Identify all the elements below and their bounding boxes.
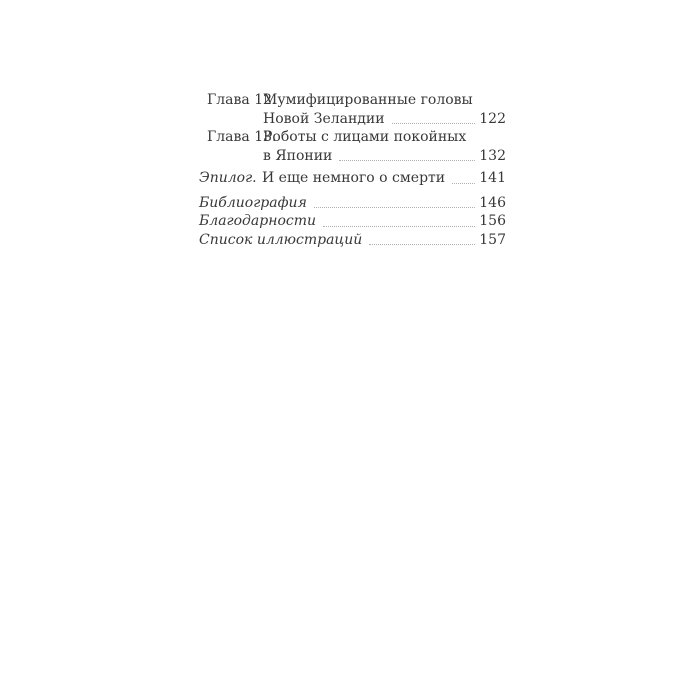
- chapter-12-title-line-2: Новой Зеландии: [263, 110, 385, 127]
- acknowledgements-page-number: 156: [479, 213, 506, 229]
- dot-leader: [392, 123, 476, 124]
- back-matter-section: [199, 194, 506, 250]
- toc-entry-epilogue: [199, 169, 506, 188]
- toc-entry-chapter-13-line-1: [199, 128, 506, 147]
- list-of-illustrations-page-number: 157: [479, 231, 506, 248]
- chapter-12-title-line-1: Мумифицированные головы: [263, 92, 473, 108]
- chapter-13-title-line-1: Роботы с лицами покойных: [263, 129, 467, 145]
- chapter-13-label: Глава 13.: [207, 129, 277, 145]
- toc-entry-bibliography: [199, 194, 506, 213]
- toc-entry-chapter-13-line-2: [199, 147, 506, 166]
- chapter-12-page-number: 122: [479, 110, 506, 127]
- dot-leader: [369, 244, 475, 245]
- chapter-13-title-line-2: в Японии: [263, 147, 333, 164]
- epilogue-title: И еще немного о смерти: [262, 170, 446, 186]
- toc-entry-chapter-12-line-2: [199, 110, 506, 129]
- list-of-illustrations-title: Список иллюстраций: [199, 231, 363, 248]
- dot-leader: [314, 207, 475, 208]
- acknowledgements-title: Благодарности: [199, 213, 317, 229]
- dot-leader: [339, 160, 475, 161]
- dot-leader: [323, 226, 475, 227]
- toc-entry-acknowledgements: [199, 212, 506, 231]
- toc-entry-list-of-illustrations: [199, 231, 506, 250]
- dot-leader: [452, 183, 475, 184]
- chapter-13-page-number: 132: [479, 147, 506, 164]
- bibliography-title: Библиография: [199, 194, 307, 211]
- epilogue-label: Эпилог.: [199, 170, 257, 186]
- epilogue-page-number: 141: [479, 170, 506, 186]
- bibliography-page-number: 146: [479, 194, 506, 211]
- table-of-contents: [199, 91, 506, 249]
- chapter-12-label: Глава 12.: [207, 92, 277, 108]
- toc-entry-chapter-12-line-1: [199, 91, 506, 110]
